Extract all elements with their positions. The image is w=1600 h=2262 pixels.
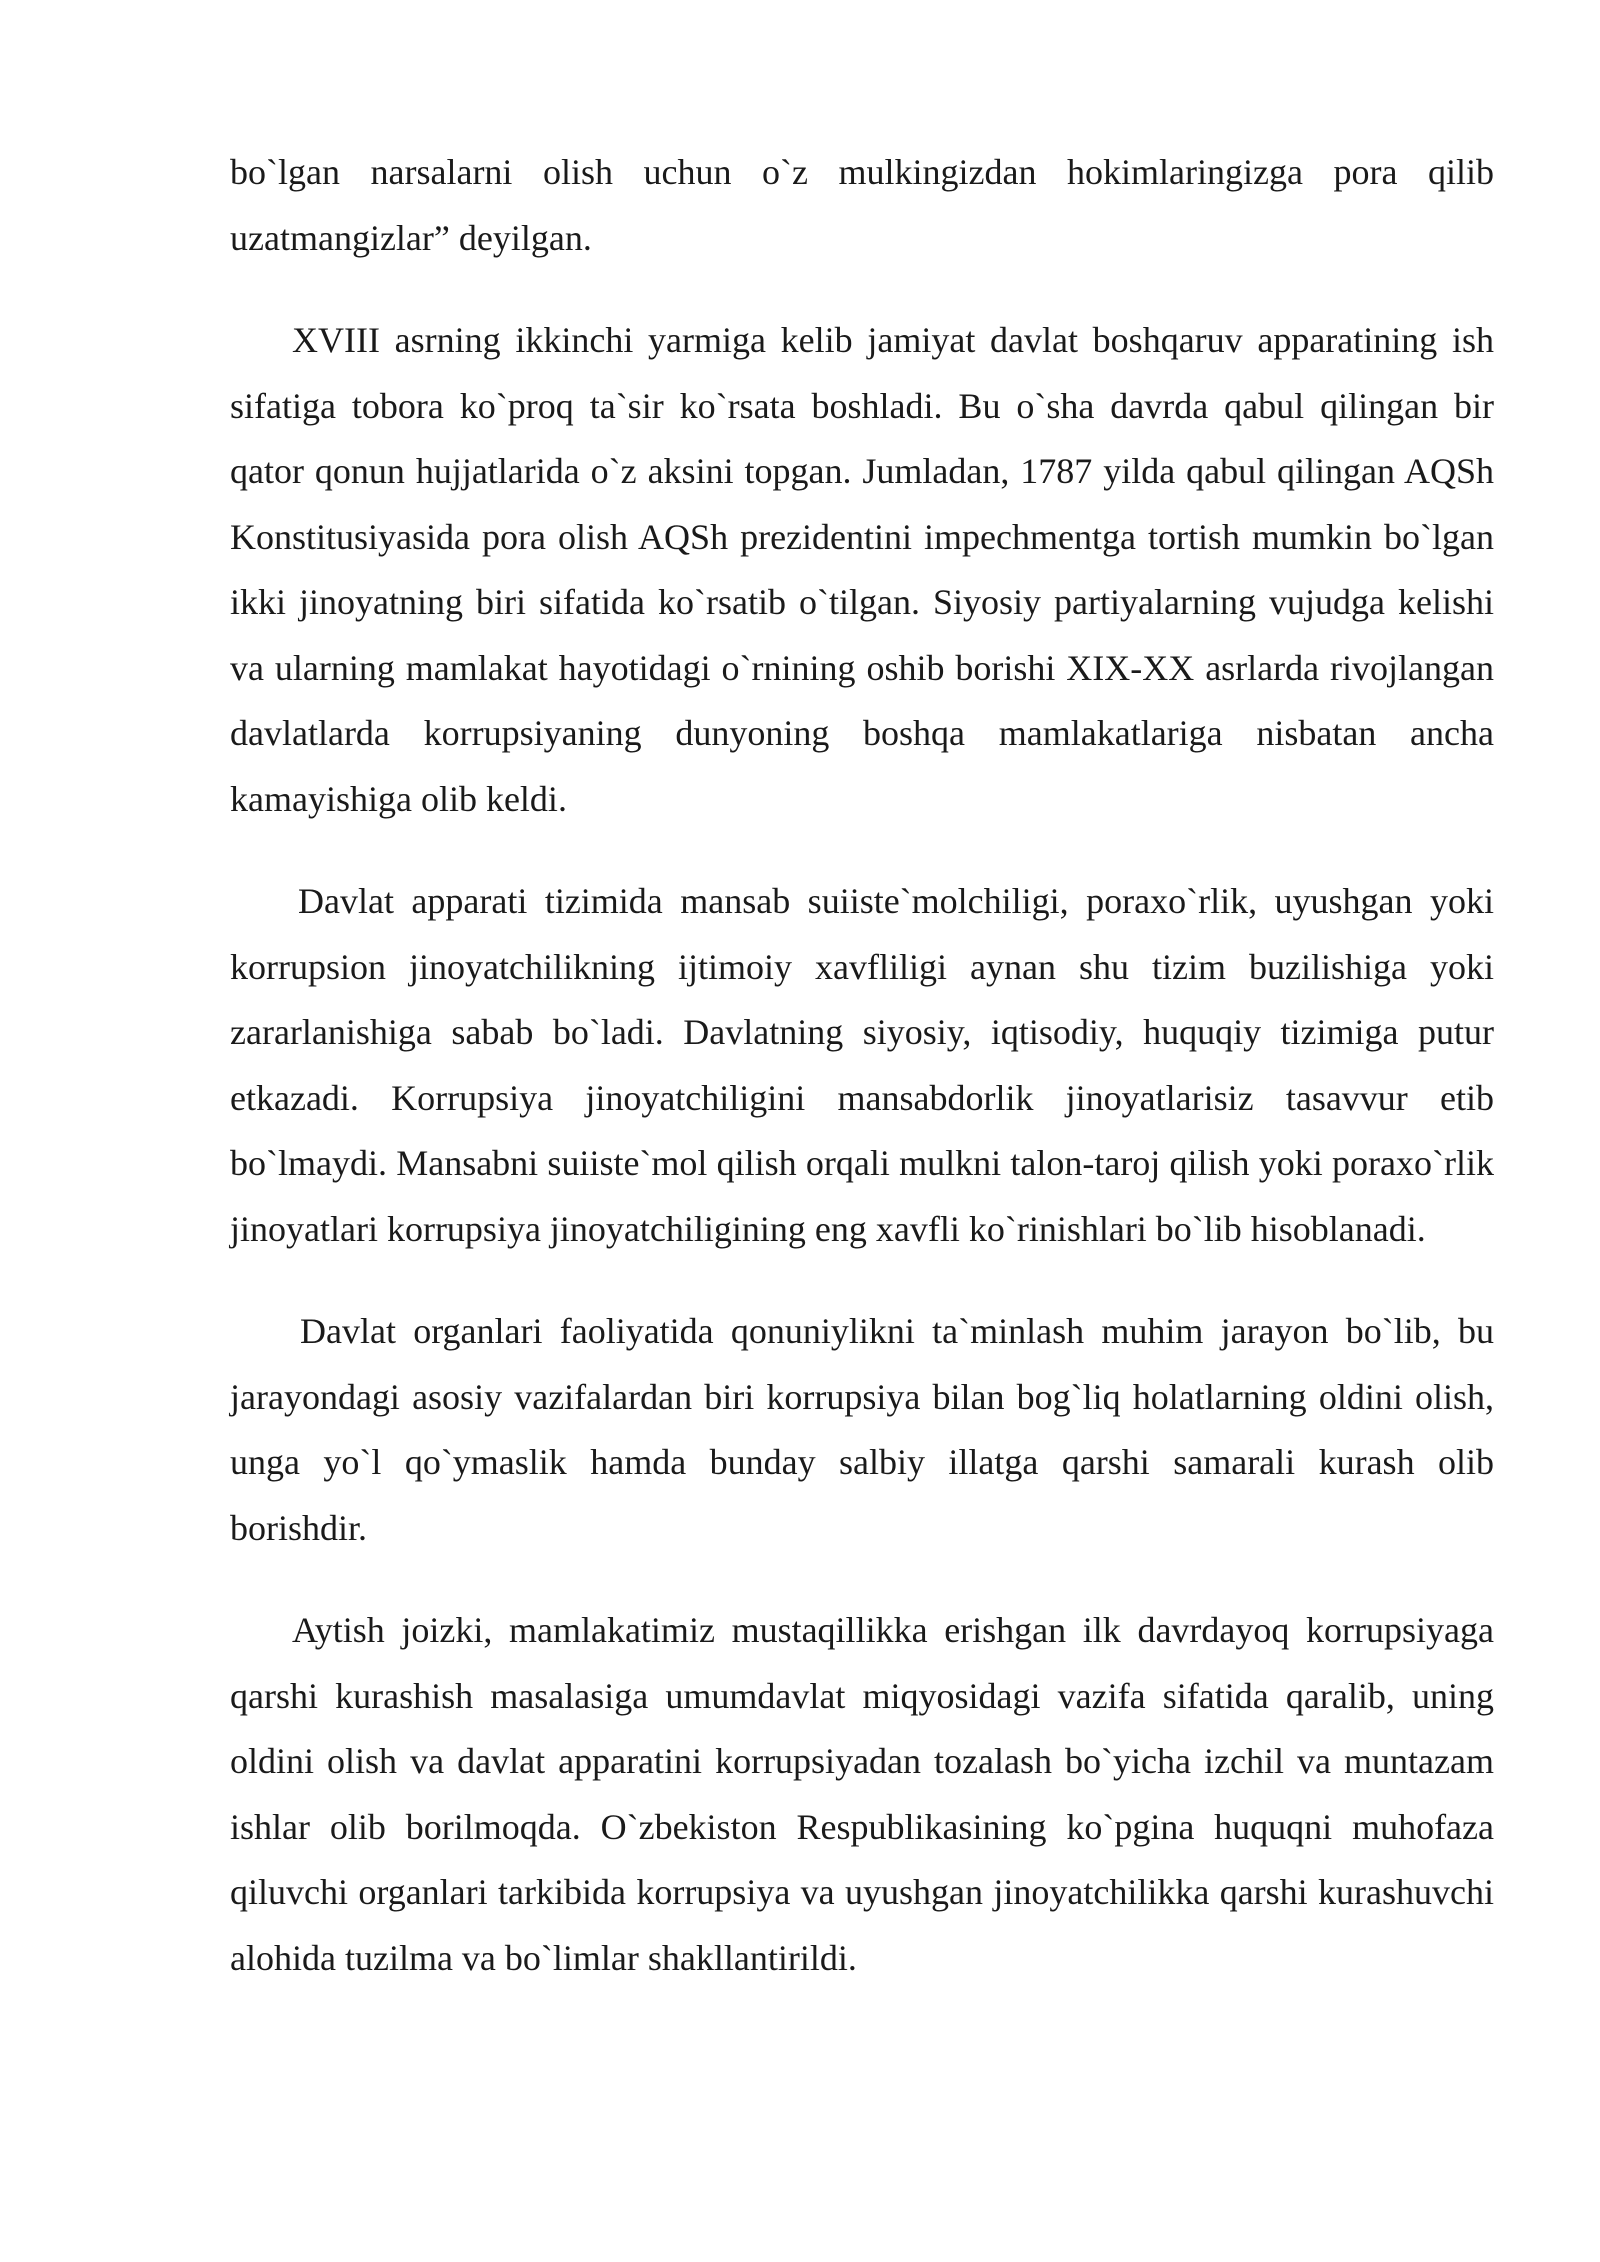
paragraph-state-bodies: Davlat organlari faoliyatida qonuniylikni ta`minlash muhim jarayon bo`lib, bu jarayondagi asosiy vazifalardan biri korrupsiya bilan bog`liq holatlarning oldini olish, unga yo`l qo`ymaslik hamda bunday salbiy illatga qarshi samarali kurash olib borishdir. xyxy=(230,1311,1503,1548)
paragraph-continuation: bo`lgan narsalarni olish uchun o`z mulkingizdan hokimlaringizga pora qilib uzatmangizlar” deyilgan. xyxy=(230,152,1503,258)
paragraph-xviii-century: XVIII asrning ikkinchi yarmiga kelib jamiyat davlat boshqaruv apparatining ish sifatiga tobora ko`proq ta`sir ko`rsata boshladi. Bu o`sha davrda qabul qilingan bir qator qonun hujjatlarida o`z aksini topgan. Jumladan, 1787 yilda qabul qilingan AQSh Konstitusiyasida pora olish AQSh prezidentini impechmentga tortish mumkin bo`lgan ikki jinoyatning biri sifatida ko`rsatib o`tilgan. Siyosiy partiyalarning vujudga kelishi va ularning mamlakat hayotidagi o`rnining oshib borishi XIX-XX asrlarda rivojlangan davlatlarda korrupsiyaning dunyoning boshqa mamlakatlariga nisbatan ancha kamayishiga olib keldi. xyxy=(230,320,1503,819)
document-body xyxy=(230,140,1503,2028)
paragraph-state-apparatus: Davlat apparati tizimida mansab suiiste`molchiligi, poraxo`rlik, uyushgan yoki korrupsion jinoyatchilikning ijtimoiy xavfliligi aynan shu tizim buzilishiga yoki zararlanishiga sabab bo`ladi. Davlatning siyosiy, iqtisodiy, huquqiy tizimiga putur etkazadi. Korrupsiya jinoyatchiligini mansabdorlik jinoyatlarisiz tasavvur etib bo`lmaydi. Mansabni suiiste`mol qilish orqali mulkni talon-taroj qilish yoki poraxo`rlik jinoyatlari korrupsiya jinoyatchiligining eng xavfli ko`rinishlari bo`lib hisoblanadi. xyxy=(230,881,1503,1249)
paragraph-independence: Aytish joizki, mamlakatimiz mustaqillikka erishgan ilk davrdayoq korrupsiyaga qarshi kurashish masalasiga umumdavlat miqyosidagi vazifa sifatida qaralib, uning oldini olish va davlat apparatini korrupsiyadan tozalash bo`yicha izchil va muntazam ishlar olib borilmoqda. O`zbekiston Respublikasining ko`pgina huquqni muhofaza qiluvchi organlari tarkibida korrupsiya va uyushgan jinoyatchilikka qarshi kurashuvchi alohida tuzilma va bo`limlar shakllantirildi. xyxy=(230,1610,1503,1978)
